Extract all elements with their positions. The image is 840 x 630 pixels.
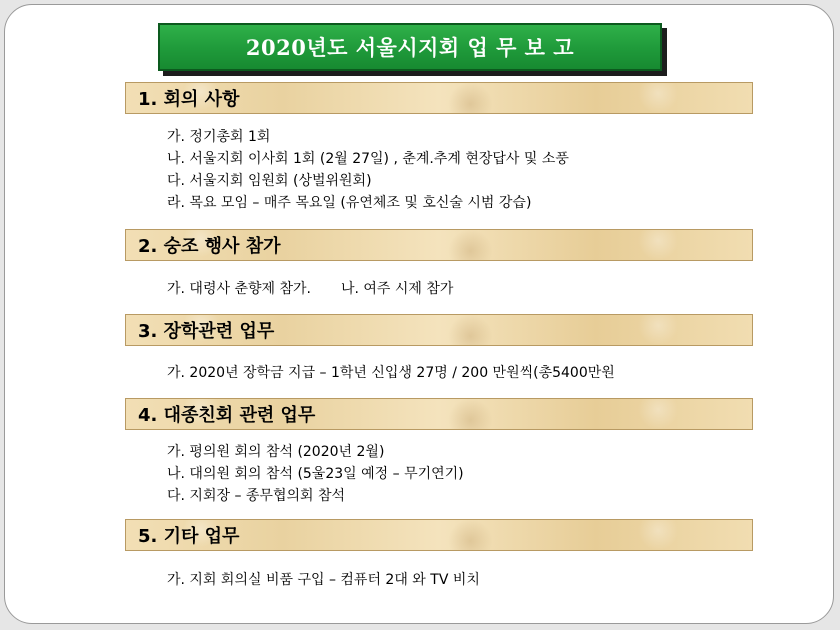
- title-box: [158, 23, 662, 71]
- section-4-heading: 4. 대종친회 관련 업무: [125, 398, 753, 430]
- list-item: 나. 서울지회 이사회 1회 (2월 27일) , 춘계.추계 현장답사 및 소풍: [167, 151, 569, 167]
- list-item: 가. 정기총회 1회: [167, 129, 271, 145]
- section-3-heading: 3. 장학관련 업무: [125, 314, 753, 346]
- list-item: 나. 대의원 회의 참석 (5울23일 예정 – 무기연기): [167, 466, 464, 482]
- list-item: 가. 평의원 회의 참석 (2020년 2월): [167, 444, 385, 460]
- list-item: 다. 지회장 – 종무협의회 참석: [167, 488, 346, 504]
- list-item: 가. 2020년 장학금 지급 – 1학년 신입생 27명 / 200 만원씩(총5400만원: [167, 365, 615, 381]
- section-2-items: [167, 278, 787, 300]
- list-item: 가. 대령사 춘향제 참가.: [167, 281, 311, 297]
- list-item: 나. 여주 시제 참가: [340, 281, 454, 297]
- list-item: 라. 목요 모임 – 매주 목요일 (유연체조 및 호신술 시범 강습): [167, 195, 532, 211]
- section-5-items: [167, 569, 787, 591]
- slide: [4, 4, 834, 624]
- section-1-heading: 1. 회의 사항: [125, 82, 753, 114]
- list-item: 가. 지회 회의실 비품 구입 – 컴퓨터 2대 와 TV 비치: [167, 572, 480, 588]
- section-4-items: [167, 441, 787, 507]
- section-1-items: [167, 126, 787, 214]
- slide-title: 2020년도 서울시지회 업 무 보 고: [245, 35, 575, 60]
- section-5-heading: 5. 기타 업무: [125, 519, 753, 551]
- section-3-items: [167, 362, 787, 384]
- list-item: 다. 서울지회 임원회 (상벌위원회): [167, 173, 372, 189]
- section-2-heading: 2. 숭조 행사 참가: [125, 229, 753, 261]
